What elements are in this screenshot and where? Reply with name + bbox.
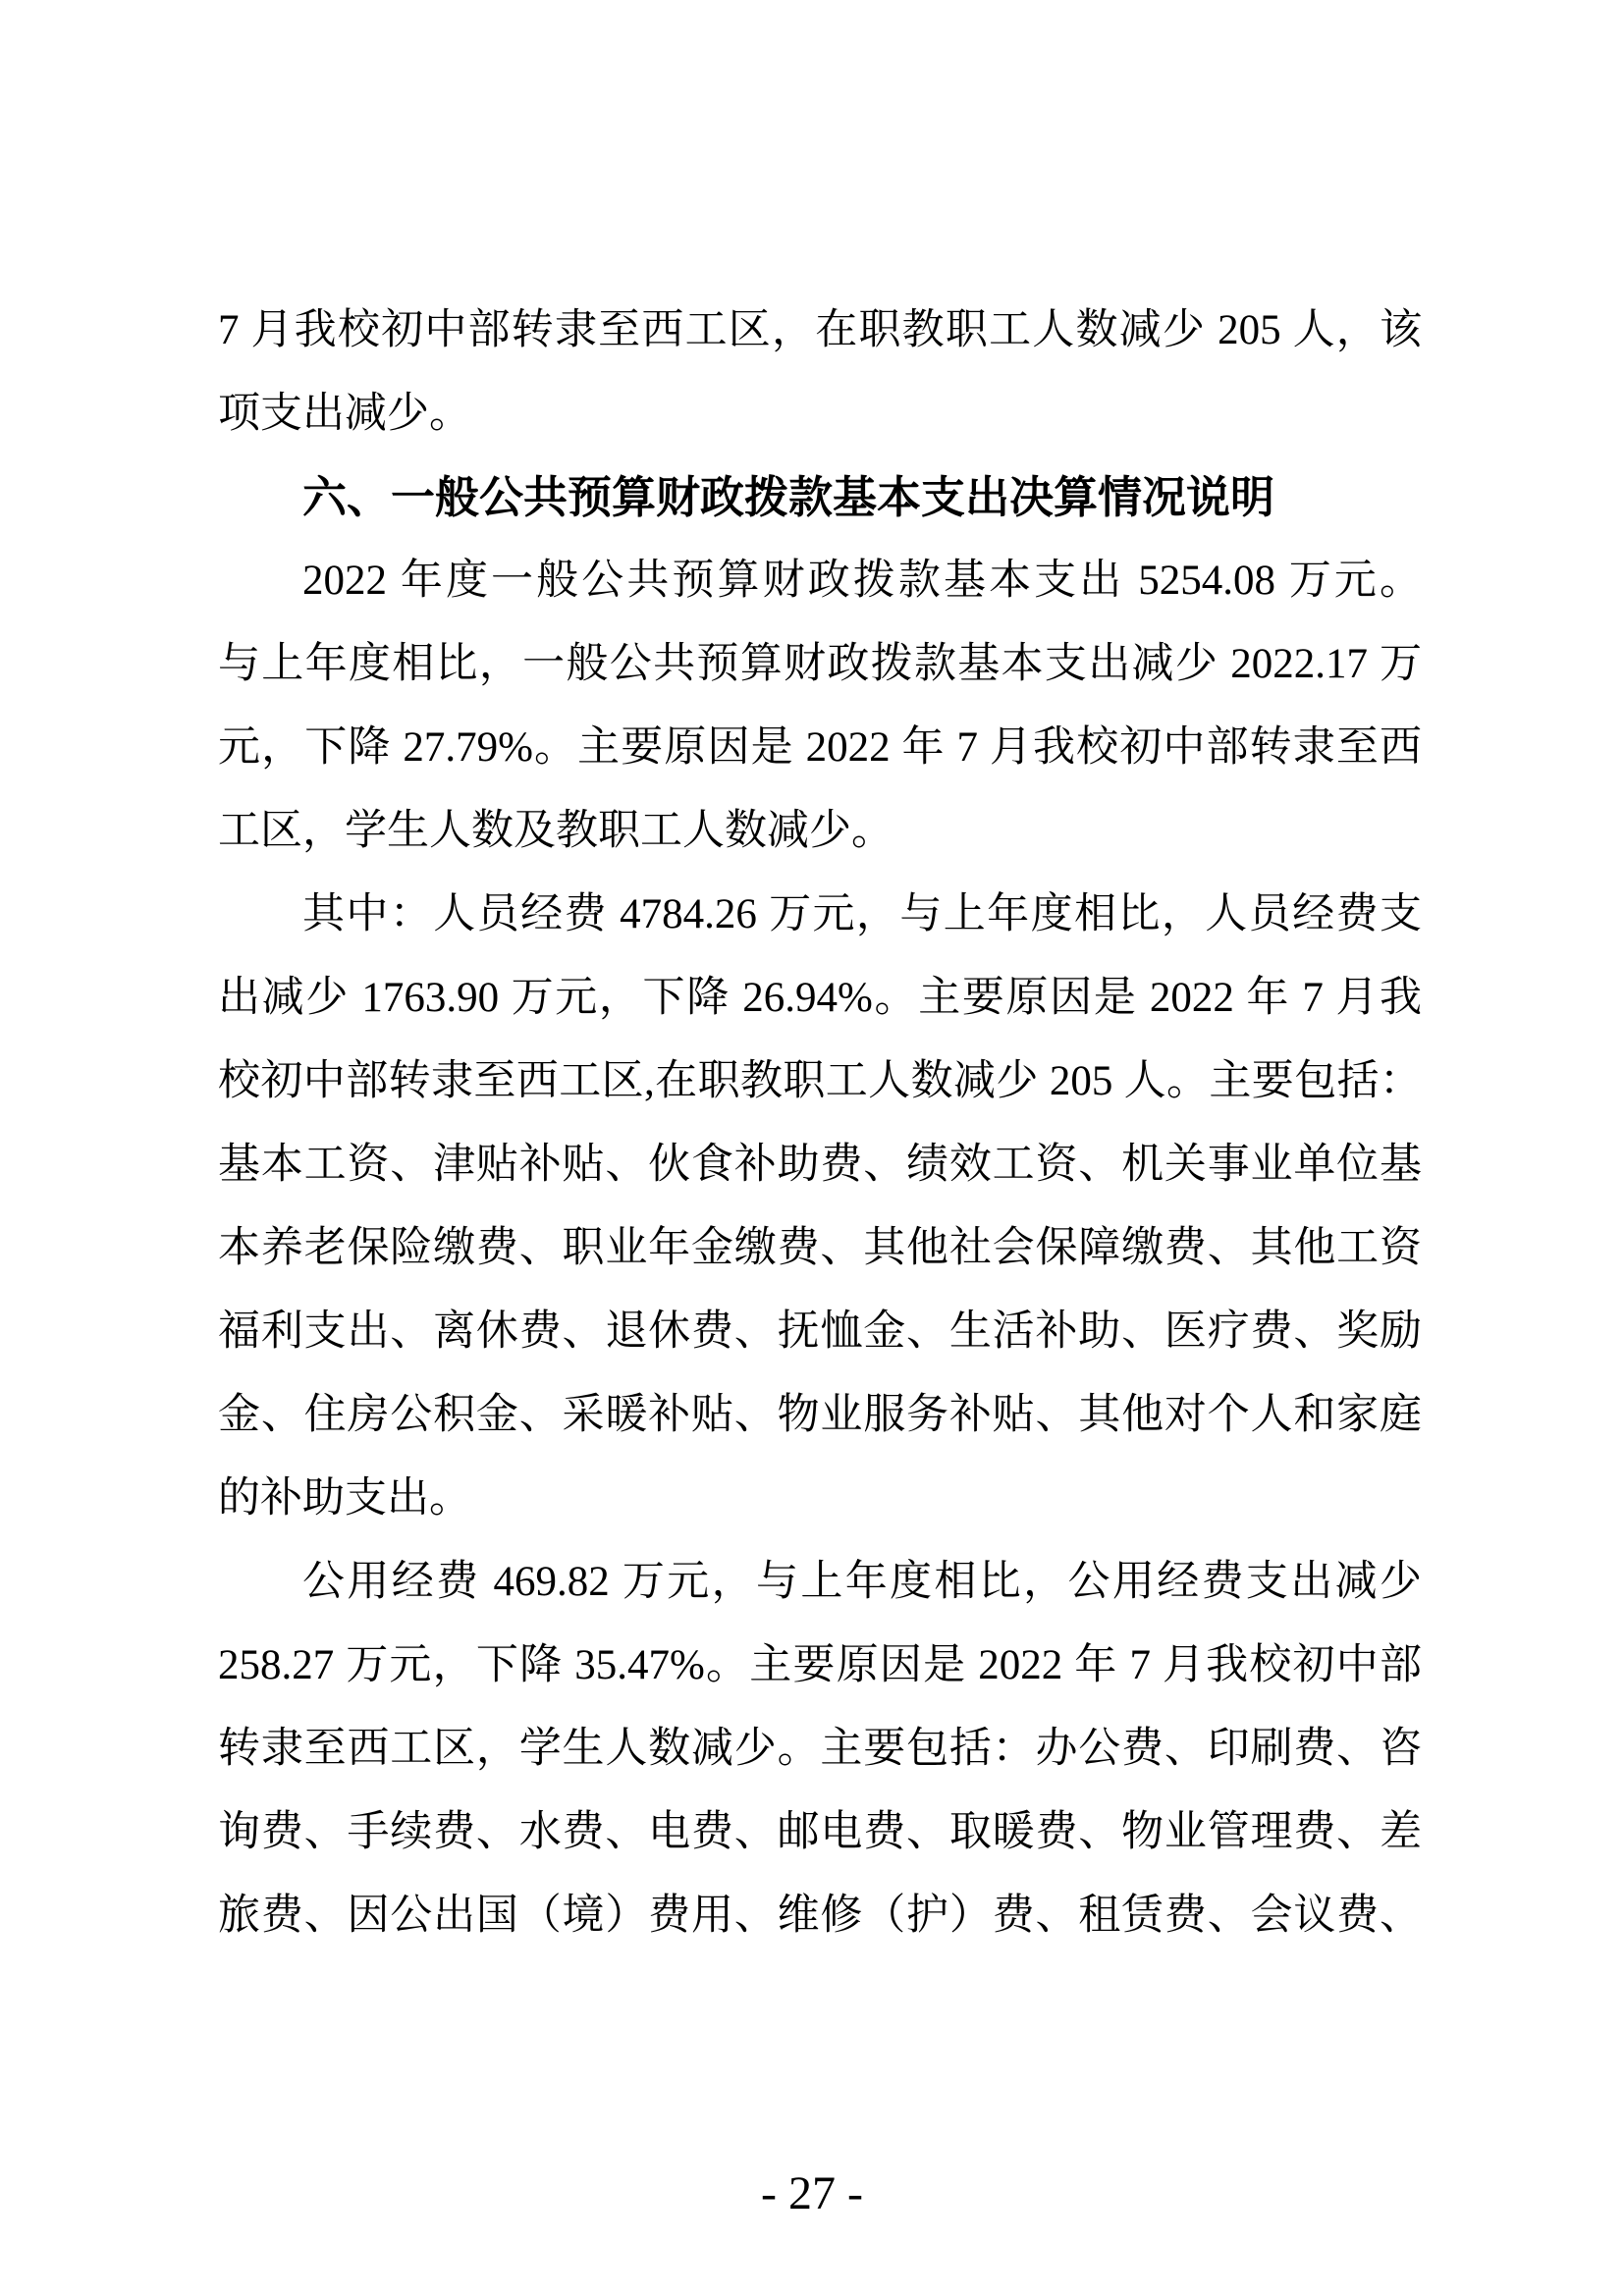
page-number: - 27 - bbox=[761, 2167, 863, 2219]
document-line: 本养老保险缴费、职业年金缴费、其他社会保障缴费、其他工资 bbox=[218, 1225, 1422, 1271]
document-line: 公用经费 469.82 万元，与上年度相比，公用经费支出减少 bbox=[302, 1559, 1422, 1605]
document-line: 福利支出、离休费、退休费、抚恤金、生活补助、医疗费、奖励 bbox=[218, 1308, 1422, 1355]
document-line: 出减少 1763.90 万元，下降 26.94%。主要原因是 2022 年 7 月我 bbox=[218, 975, 1422, 1021]
document-line: 基本工资、津贴补贴、伙食补助费、绩效工资、机关事业单位基 bbox=[218, 1142, 1422, 1188]
section-heading: 六、一般公共预算财政拨款基本支出决算情况说明 bbox=[302, 472, 1275, 522]
document-line: 项支出减少。 bbox=[218, 391, 471, 437]
document-line: 其中：人员经费 4784.26 万元，与上年度相比，人员经费支 bbox=[302, 891, 1422, 937]
document-line: 258.27 万元，下降 35.47%。主要原因是 2022 年 7 月我校初中部 bbox=[218, 1642, 1422, 1688]
document-line: 旅费、因公出国（境）费用、维修（护）费、租赁费、会议费、 bbox=[218, 1893, 1422, 1939]
document-line: 7 月我校初中部转隶至西工区，在职教职工人数减少 205 人，该 bbox=[218, 307, 1422, 353]
document-line: 工区，学生人数及教职工人数减少。 bbox=[218, 808, 893, 854]
document-line: 与上年度相比，一般公共预算财政拨款基本支出减少 2022.17 万 bbox=[218, 641, 1422, 687]
document-line: 金、住房公积金、采暖补贴、物业服务补贴、其他对个人和家庭 bbox=[218, 1392, 1422, 1438]
document-line: 的补助支出。 bbox=[218, 1475, 471, 1522]
document-line: 询费、手续费、水费、电费、邮电费、取暖费、物业管理费、差 bbox=[218, 1809, 1422, 1855]
document-line: 元，下降 27.79%。主要原因是 2022 年 7 月我校初中部转隶至西 bbox=[218, 724, 1422, 771]
document-line: 2022 年度一般公共预算财政拨款基本支出 5254.08 万元。 bbox=[302, 558, 1422, 604]
document-line: 转隶至西工区，学生人数减少。主要包括：办公费、印刷费、咨 bbox=[218, 1726, 1422, 1772]
document-line: 校初中部转隶至西工区,在职教职工人数减少 205 人。主要包括： bbox=[218, 1058, 1422, 1104]
document-text-block bbox=[218, 289, 1422, 1957]
